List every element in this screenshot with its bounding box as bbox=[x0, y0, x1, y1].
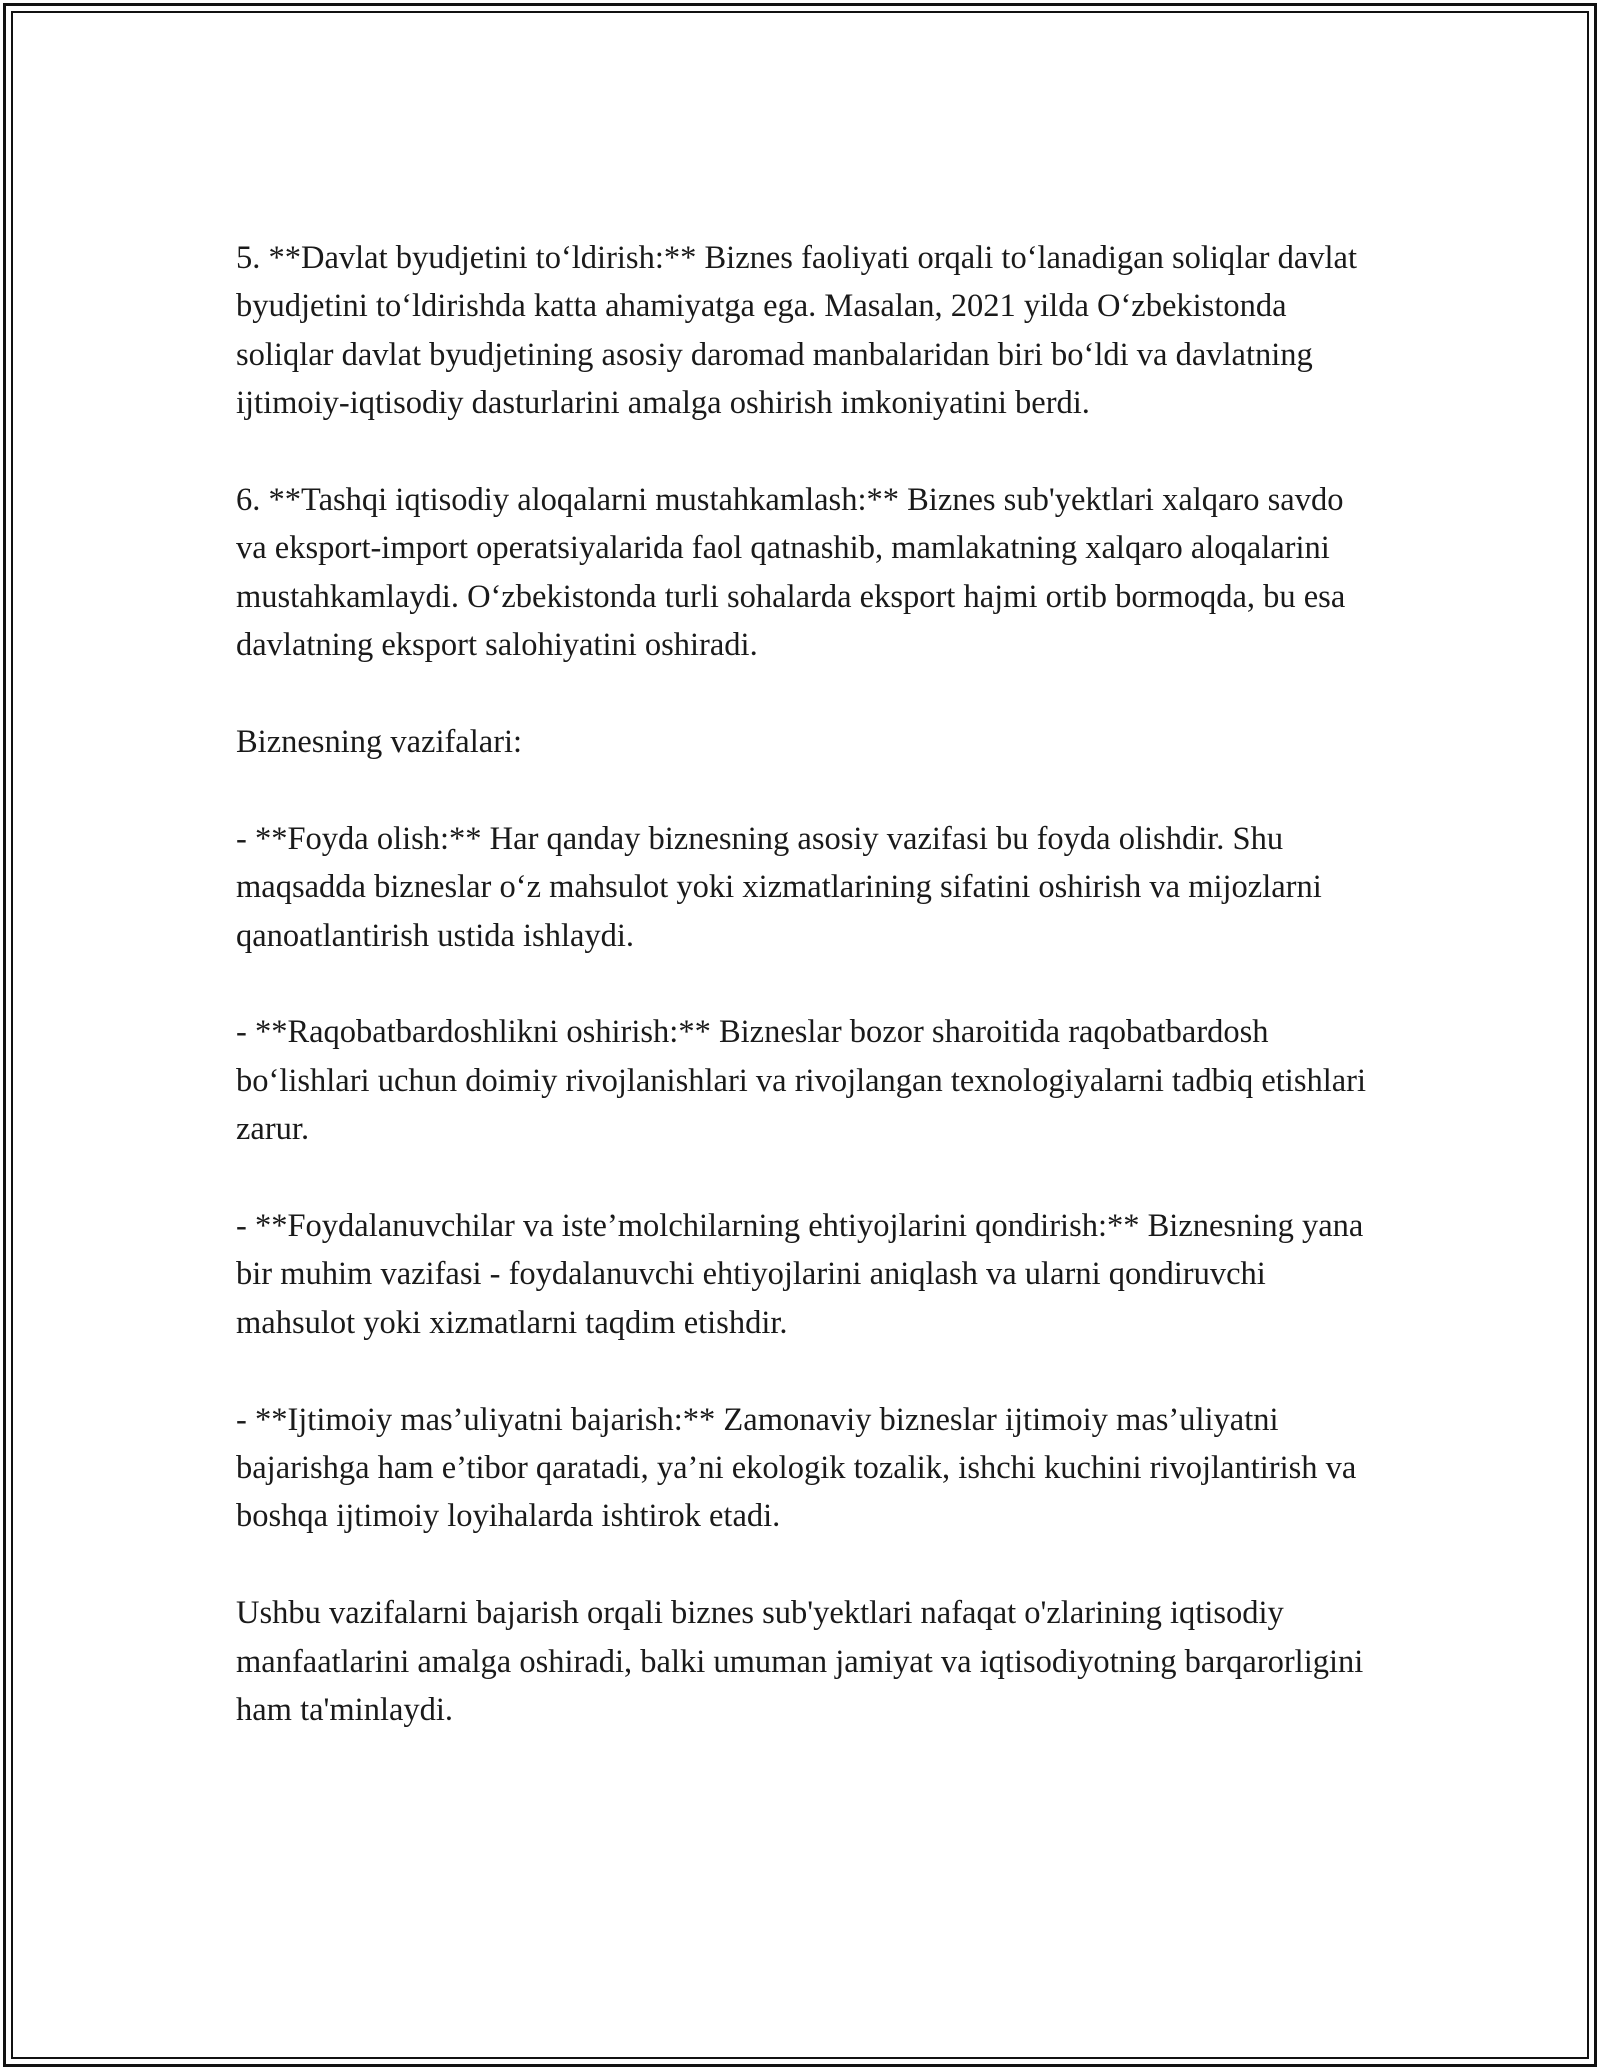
list-item-consumer-needs: - **Foydalanuvchilar va iste’molchilarning ehtiyojlarini qondirish:** Biznesning yana bir muhim vazifasi - foydalanuvchi ehtiyojlarini aniqlash va ularni qondiruvchi mahsulot yoki xizmatlarni taqdim etishdir. bbox=[236, 1208, 1364, 1341]
list-item-profit: - **Foyda olish:** Har qanday biznesning asosiy vazifasi bu foyda olishdir. Shu maqsadda bizneslar o‘z mahsulot yoki xizmatlarining sifatini oshirish va mijozlarni qanoatlantirish ustida ishlaydi. bbox=[236, 820, 1322, 954]
list-item-social-responsibility: - **Ijtimoiy mas’uliyatni bajarish:** Zamonaviy bizneslar ijtimoiy mas’uliyatni bajarishga ham e’tibor qaratadi, ya’ni ekologik tozalik, ishchi kuchini rivojlantirish va boshqa ijtimoiy loyihalarda ishtirok etadi. bbox=[236, 1401, 1357, 1535]
paragraph-foreign-relations: 6. **Tashqi iqtisodiy aloqalarni mustahkamlash:** Biznes sub'yektlari xalqaro savdo va eksport-import operatsiyalarida faol qatnashib, mamlakatning xalqaro aloqalarini mustahkamlaydi. O‘zbekistonda turli sohalarda eksport hajmi ortib bormoqda, bu esa davlatning eksport salohiyatini oshiradi. bbox=[236, 482, 1346, 664]
document-body bbox=[236, 234, 1376, 1734]
section-heading-business-tasks: Biznesning vazifalari: bbox=[236, 724, 523, 761]
paragraph-conclusion: Ushbu vazifalarni bajarish orqali biznes sub'yektlari nafaqat o'zlarining iqtisodiy manfaatlarini amalga oshiradi, balki umuman jamiyat va iqtisodiyotning barqarorligini ham ta'minlaydi. bbox=[236, 1595, 1364, 1729]
paragraph-state-budget: 5. **Davlat byudjetini to‘ldirish:** Biznes faoliyati orqali to‘lanadigan soliqlar davlat byudjetini to‘ldirishda katta ahamiyatga ega. Masalan, 2021 yilda O‘zbekistonda soliqlar davlat byudjetining asosiy daromad manbalaridan biri bo‘ldi va davlatning ijtimoiy-iqtisodiy dasturlarini amalga oshirish imkoniyatini berdi. bbox=[236, 240, 1357, 422]
list-item-competitiveness: - **Raqobatbardoshlikni oshirish:** Bizneslar bozor sharoitida raqobatbardosh bo‘lishlari uchun doimiy rivojlanishlari va rivojlangan texnologiyalarni tadbiq etishlari zarur. bbox=[236, 1014, 1367, 1148]
